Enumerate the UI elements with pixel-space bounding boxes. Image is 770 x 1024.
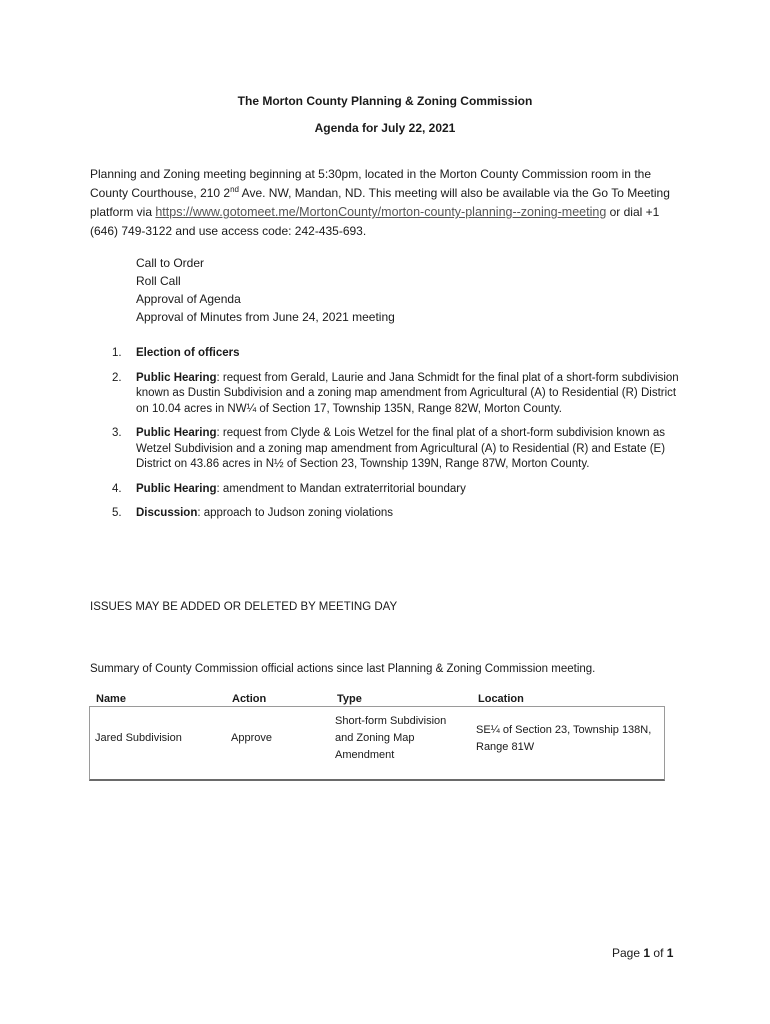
agenda-item	[90, 371, 690, 418]
table-cell-location: SE¼ of Section 23, Township 138N, Range 81W	[476, 724, 652, 753]
intro-text-2: Ave. NW, Mandan, ND. This meeting will also be available via the Go To Meeting platform via	[90, 186, 670, 219]
page-total: 1	[666, 946, 674, 960]
intro-text-3: or dial +1 (646) 749-3122 and use access code: 242-435-693.	[90, 205, 660, 238]
table-header-action: Action	[232, 693, 267, 705]
table-cell-name: Jared Subdivision	[95, 732, 182, 744]
item-heading: Discussion	[136, 507, 198, 519]
item-heading: Public Hearing	[136, 482, 217, 495]
item-number: 1.	[112, 347, 122, 359]
item-number: 2.	[112, 371, 122, 384]
issues-notice: ISSUES MAY BE ADDED OR DELETED BY MEETING DAY	[90, 601, 398, 613]
item-heading: Election of officers	[136, 347, 240, 359]
item-number: 4.	[112, 482, 122, 495]
intro-paragraph	[90, 165, 680, 241]
meeting-link[interactable]: https://www.gotomeet.me/MortonCounty/morton-county-planning--zoning-meeting	[155, 205, 607, 219]
preliminary-item: Roll Call	[136, 274, 181, 288]
item-number: 3.	[112, 427, 122, 439]
document-subtitle: Agenda for July 22, 2021	[314, 121, 456, 135]
agenda-item	[90, 506, 690, 522]
agenda-item	[90, 482, 690, 498]
item-heading: Public Hearing	[136, 427, 217, 439]
summary-text: Summary of County Commission official actions since last Planning & Zoning Commission meeting.	[90, 663, 596, 675]
agenda-item	[90, 426, 690, 473]
preliminary-list	[136, 254, 395, 326]
preliminary-item: Call to Order	[136, 256, 205, 270]
intro-text-1: Planning and Zoning meeting beginning at 5:30pm, located in the Morton County Commission room in the County Courthouse, 210 2	[90, 167, 651, 200]
actions-table	[89, 706, 665, 781]
intro-superscript: nd	[230, 185, 239, 194]
agenda-items	[90, 346, 690, 531]
document-title: The Morton County Planning & Zoning Commission	[237, 94, 533, 108]
item-text: : request from Gerald, Laurie and Jana Schmidt for the final plat of a short-form subdivision known as Dustin Subdivision and a zoning map amendment from Agricultural (A) to Residential (R) District on 10.04 acres in NW¼ of Section 17, Township 135N, Range 82W, Morton County.	[136, 371, 679, 415]
table-header-name: Name	[96, 693, 126, 705]
page-number	[612, 946, 673, 960]
of-word: of	[653, 946, 664, 960]
table-cell-type: Short-form Subdivision and Zoning Map Amendment	[335, 715, 447, 761]
preliminary-item: Approval of Agenda	[136, 292, 241, 306]
preliminary-item: Approval of Minutes from June 24, 2021 meeting	[136, 310, 395, 324]
table-header-type: Type	[337, 693, 362, 705]
table-cell-action: Approve	[231, 732, 272, 744]
table-header-location: Location	[478, 693, 524, 705]
page-current: 1	[643, 946, 651, 960]
item-text: : amendment to Mandan extraterritorial boundary	[216, 482, 466, 495]
item-heading: Public Hearing	[136, 371, 217, 384]
agenda-item	[90, 346, 690, 362]
page-word: Page	[612, 946, 641, 960]
item-text: : approach to Judson zoning violations	[197, 507, 393, 519]
item-number: 5.	[112, 507, 122, 519]
item-text: : request from Clyde & Lois Wetzel for the final plat of a short-form subdivision known as Wetzel Subdivision and a zoning map amendment from Agricultural (A) to Residential (R) and Estate (E) District on 43.86 acres in N½ of Section 23, Township 139N, Range 87W, Morton County.	[136, 427, 666, 470]
